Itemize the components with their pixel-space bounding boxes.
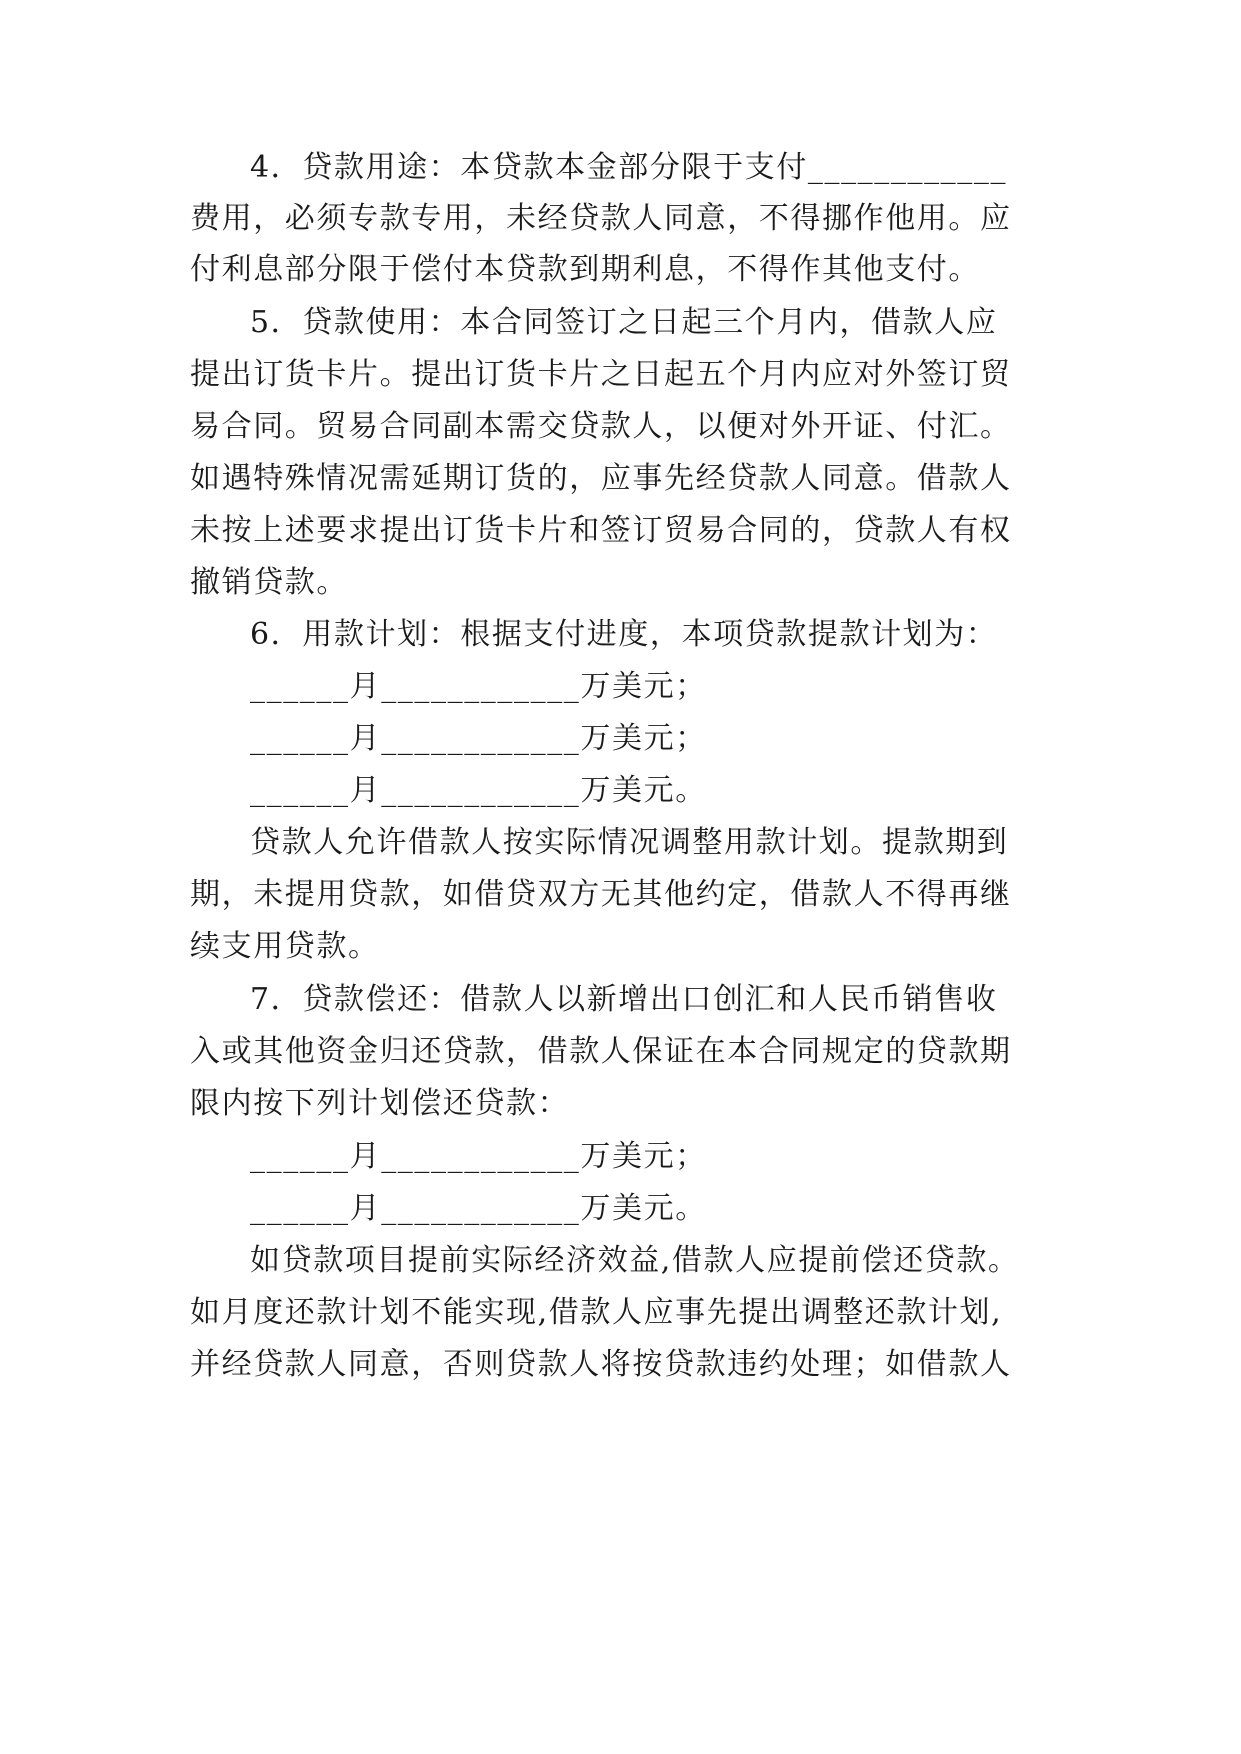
withdrawal-plan-row-3: ______月____________万美元。 xyxy=(250,773,707,808)
clause-5-line-4: 如遇特殊情况需延期订货的，应事先经贷款人同意。借款人 xyxy=(190,461,1012,496)
clause-4-line-2: 费用，必须专款专用，未经贷款人同意，不得挪作他用。应 xyxy=(190,201,1012,236)
clause-7-line-3: 限内按下列计划偿还贷款： xyxy=(190,1086,570,1121)
withdrawal-plan-row-2: ______月____________万美元； xyxy=(250,721,707,756)
clause-5-line-6: 撤销贷款。 xyxy=(190,565,348,600)
adjustment-line-2: 期，未提用贷款，如借贷双方无其他约定，借款人不得再继 xyxy=(190,877,1012,912)
early-repayment-line-2: 如月度还款计划不能实现,借款人应事先提出调整还款计划, xyxy=(190,1295,1003,1330)
adjustment-line-3: 续支用贷款。 xyxy=(190,929,380,964)
clause-5-line-1: 5．贷款使用：本合同签订之日起三个月内，借款人应 xyxy=(250,305,998,340)
clause-7-line-2: 入或其他资金归还贷款，借款人保证在本合同规定的贷款期 xyxy=(190,1034,1012,1069)
clause-5-line-3: 易合同。贸易合同副本需交贷款人，以便对外开证、付汇。 xyxy=(190,409,1012,444)
repayment-plan-row-2: ______月____________万美元。 xyxy=(250,1191,707,1226)
clause-6-line-1: 6．用款计划：根据支付进度，本项贷款提款计划为： xyxy=(250,617,998,652)
early-repayment-line-3: 并经贷款人同意，否则贷款人将按贷款违约处理；如借款人 xyxy=(190,1347,1012,1382)
clause-5-line-5: 未按上述要求提出订货卡片和签订贸易合同的，贷款人有权 xyxy=(190,513,1012,548)
early-repayment-line-1: 如贷款项目提前实际经济效益,借款人应提前偿还贷款。 xyxy=(250,1243,1020,1278)
repayment-plan-row-1: ______月____________万美元； xyxy=(250,1139,707,1174)
clause-4-line-1: 4．贷款用途：本贷款本金部分限于支付____________ xyxy=(250,150,1008,185)
clause-7-line-1: 7．贷款偿还：借款人以新增出口创汇和人民币销售收 xyxy=(250,982,998,1017)
withdrawal-plan-row-1: ______月____________万美元； xyxy=(250,669,707,704)
clause-5-line-2: 提出订货卡片。提出订货卡片之日起五个月内应对外签订贸 xyxy=(190,357,1012,392)
adjustment-line-1: 贷款人允许借款人按实际情况调整用款计划。提款期到 xyxy=(250,825,1009,860)
clause-4-line-3: 付利息部分限于偿付本贷款到期利息，不得作其他支付。 xyxy=(190,252,980,287)
